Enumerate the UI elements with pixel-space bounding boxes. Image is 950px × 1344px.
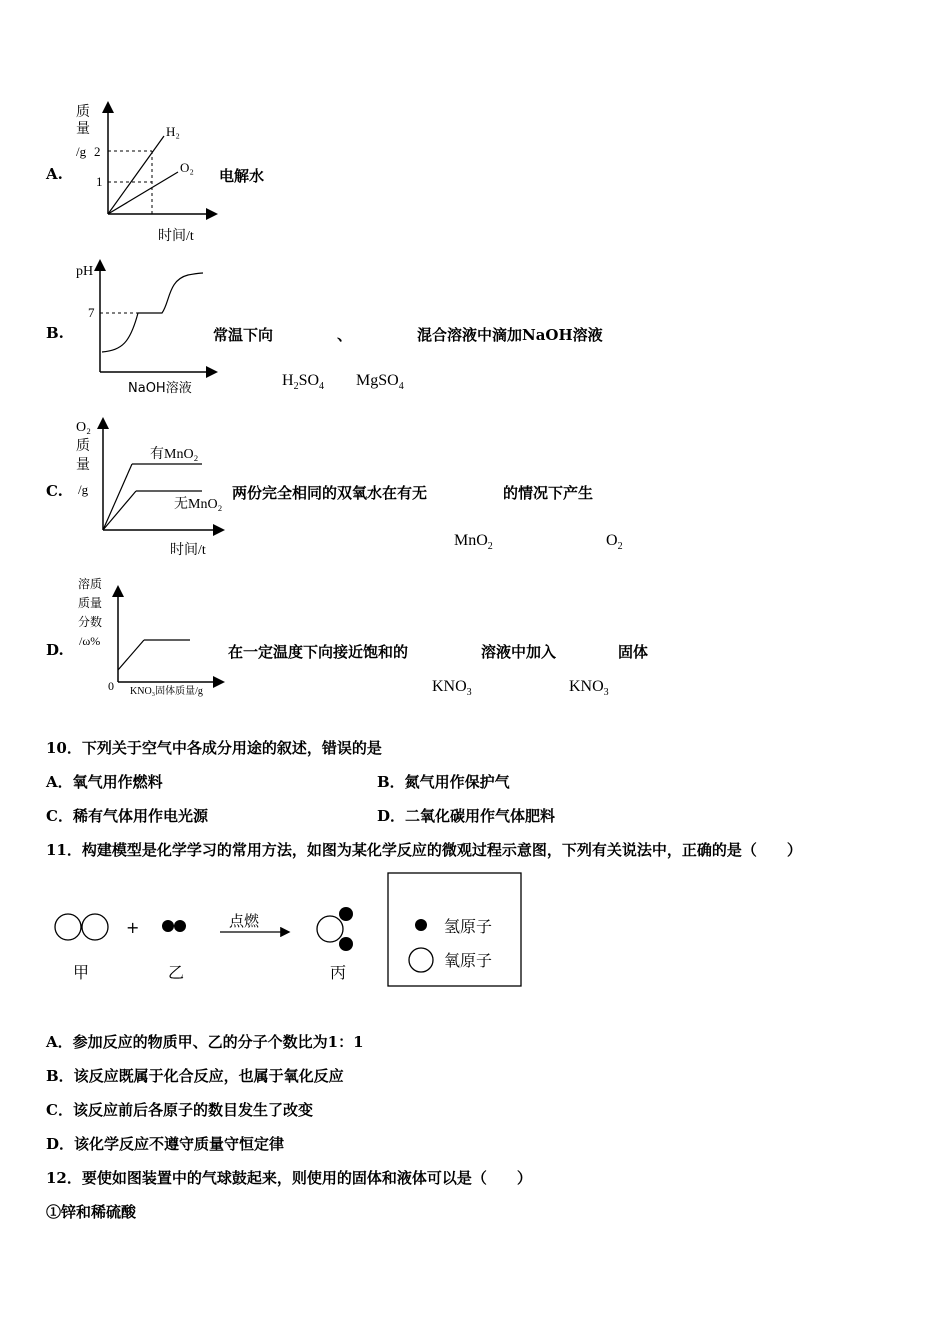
- h2-label: H₂: [166, 124, 180, 139]
- y-axis-label-3: /g: [76, 144, 87, 159]
- chem-h2so4: $H_2SO_4$: [282, 372, 325, 393]
- y-label-1: 溶质: [78, 577, 103, 591]
- series-without-label: 无MnO₂: [174, 497, 223, 512]
- option-b-desc-sep: 、: [337, 326, 353, 344]
- y-axis-label-1: 质: [76, 105, 90, 120]
- option-c-desc-2: 的情况下产生: [503, 484, 594, 502]
- chem-mno2: MnO$_2$: [454, 532, 493, 553]
- h-atom-1: [162, 920, 174, 932]
- reaction-diagram: [46, 866, 526, 992]
- graph-ph: [70, 258, 220, 400]
- q11-option-a[interactable]: A．参加反应的物质甲、乙的分子个数比为1：1: [46, 1033, 364, 1051]
- y-label-4: /ω%: [79, 634, 101, 648]
- q10-option-a[interactable]: A．氧气用作燃料: [46, 773, 163, 791]
- chem-mgso4: MgSO$_4$: [356, 372, 404, 393]
- graph-electrolysis: [70, 100, 220, 248]
- q12-stem: 12．要使如图装置中的气球鼓起来，则使用的固体和液体可以是（ ）: [46, 1169, 532, 1187]
- legend-h-atom: [415, 919, 427, 931]
- o-atom-1: [55, 914, 81, 940]
- q11-option-c[interactable]: C．该反应前后各原子的数目发生了改变: [46, 1101, 313, 1119]
- y-axis-label-top: O₂: [76, 420, 91, 435]
- x-axis-label: KNO₃固体质量/g: [130, 686, 203, 697]
- y-axis-label-2: 量: [76, 458, 90, 473]
- legend-o-label: 氧原子: [444, 951, 493, 970]
- y-axis-label-2: 量: [76, 122, 90, 137]
- y-axis-label-1: 质: [76, 439, 90, 454]
- option-b-desc-2: 混合溶液中滴加NaOH溶液: [417, 326, 603, 344]
- option-d-desc-1: 在一定温度下向接近饱和的: [228, 643, 409, 661]
- y-label-3: 分数: [78, 615, 103, 629]
- h2-line: [108, 136, 164, 214]
- series-with-label: 有MnO₂: [150, 447, 199, 462]
- h-atom-2: [174, 920, 186, 932]
- plus-sign: +: [126, 918, 140, 937]
- option-c-label[interactable]: C.: [46, 482, 63, 500]
- without-mno2-rise: [103, 491, 136, 530]
- tick-1: 1: [96, 174, 103, 189]
- y-axis-label: pH: [76, 264, 94, 279]
- o-atom-2: [82, 914, 108, 940]
- with-mno2-rise: [103, 464, 132, 530]
- chem-kno3-2: $KNO_3$: [569, 678, 609, 699]
- option-d-desc-2: 溶液中加入: [481, 643, 557, 661]
- q12-option-1[interactable]: ①锌和稀硫酸: [46, 1203, 137, 1221]
- legend-h-label: 氢原子: [444, 917, 493, 936]
- option-d-desc-3: 固体: [618, 643, 649, 661]
- legend-o-atom: [409, 948, 433, 972]
- chem-kno3-1: $KNO_3$: [432, 678, 472, 699]
- option-a-label[interactable]: A.: [46, 165, 63, 183]
- label-jia: 甲: [73, 963, 90, 982]
- tick-7: 7: [88, 305, 95, 320]
- q10-option-c[interactable]: C．稀有气体用作电光源: [46, 807, 208, 825]
- q10-option-d[interactable]: D．二氧化碳用作气体肥料: [377, 807, 556, 825]
- reaction-condition: 点燃: [229, 912, 260, 930]
- x-axis-label: NaOH溶液: [128, 381, 192, 396]
- o2-line: [108, 172, 178, 214]
- option-c-desc-1: 两份完全相同的双氧水在有无: [232, 484, 428, 502]
- option-d-label[interactable]: D.: [46, 641, 64, 659]
- label-bing: 丙: [330, 963, 347, 982]
- option-b-label[interactable]: B.: [46, 324, 64, 342]
- fraction-rise: [118, 640, 144, 670]
- x-axis-label: 时间/t: [170, 543, 206, 558]
- q11-option-b[interactable]: B．该反应既属于化合反应，也属于氧化反应: [46, 1067, 344, 1085]
- option-a-desc: 电解水: [219, 167, 265, 185]
- ph-curve: [102, 273, 203, 352]
- o2-label: O₂: [180, 160, 194, 175]
- graph-o2-mass: [70, 414, 238, 560]
- q10-option-b[interactable]: B．氮气用作保护气: [377, 773, 510, 791]
- graph-solute-fraction: [70, 572, 230, 702]
- origin-label: 0: [108, 679, 114, 693]
- q10-stem: 10．下列关于空气中各成分用途的叙述，错误的是: [46, 739, 382, 757]
- water-h-atom-2: [339, 937, 353, 951]
- y-label-2: 质量: [78, 596, 103, 610]
- y-axis-label-3: /g: [78, 482, 89, 497]
- x-axis-label: 时间/t: [158, 229, 194, 244]
- q11-option-d[interactable]: D．该化学反应不遵守质量守恒定律: [46, 1135, 285, 1153]
- q11-stem: 11．构建模型是化学学习的常用方法，如图为某化学反应的微观过程示意图，下列有关说法中，正确的是（ ）: [46, 841, 802, 859]
- water-h-atom-1: [339, 907, 353, 921]
- label-yi: 乙: [168, 963, 185, 982]
- tick-2: 2: [94, 144, 101, 159]
- chem-o2: $O_2$: [606, 532, 623, 553]
- option-b-desc-1: 常温下向: [213, 326, 274, 344]
- water-o-atom: [317, 916, 343, 942]
